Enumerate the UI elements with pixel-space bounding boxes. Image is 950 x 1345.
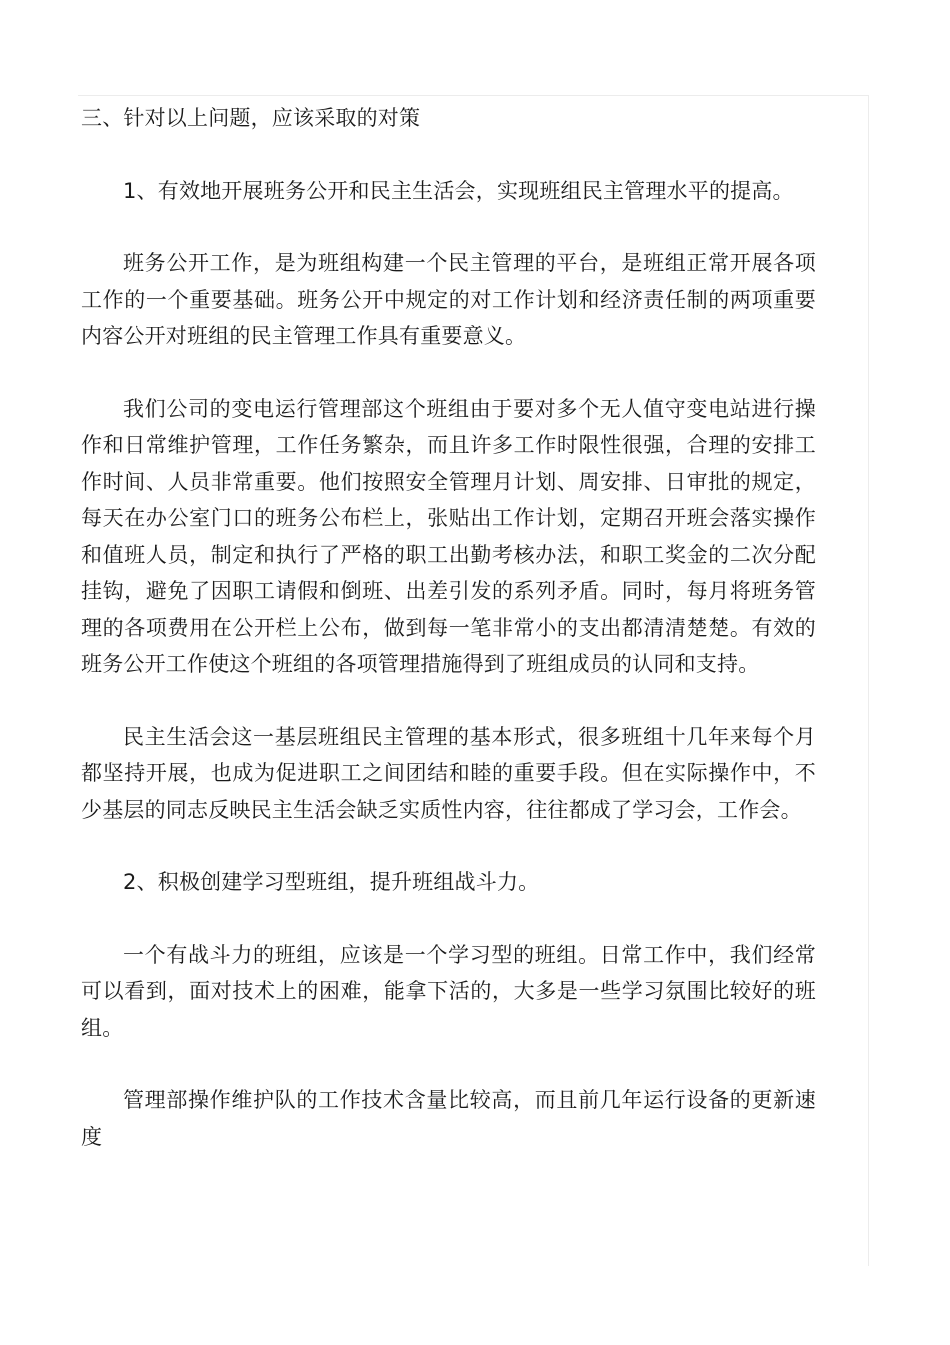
section-heading: 三、针对以上问题，应该采取的对策 — [81, 106, 421, 130]
paragraph-1: 班务公开工作，是为班组构建一个民主管理的平台，是班组正常开展各项工作的一个重要基础。班务公开中规定的对工作计划和经济责任制的两项重要内容公开对班组的民主管理工作具有重要意义。 — [81, 251, 816, 348]
subsection-heading-2: 2、积极创建学习型班组，提升班组战斗力。 — [123, 870, 540, 894]
paragraph-3: 民主生活会这一基层班组民主管理的基本形式，很多班组十几年来每个月都坚持开展，也成为促进职工之间团结和睦的重要手段。但在实际操作中，不少基层的同志反映民主生活会缺乏实质性内容，往往都成了学习会，工作会。 — [81, 724, 816, 822]
paragraph-2: 我们公司的变电运行管理部这个班组由于要对多个无人值守变电站进行操作和日常维护管理，工作任务繁杂，而且许多工作时限性很强，合理的安排工作时间、人员非常重要。他们按照安全管理月计划、周安排、日审批的规定，每天在办公室门口的班务公布栏上，张贴出工作计划，定期召开班会落实操作和值班人员，制定和执行了严格的职工出勤考核办法，和职工奖金的二次分配挂钩，避免了因职工请假和倒班、出差引发的系列矛盾。同时，每月将班务管理的各项费用在公开栏上公布，做到每一笔非常小的支出都清清楚楚。有效的班务公开工作使这个班组的各项管理措施得到了班组成员的认同和支持。 — [81, 396, 816, 676]
paragraph-5: 管理部操作维护队的工作技术含量比较高，而且前几年运行设备的更新速度 — [81, 1088, 816, 1149]
paragraph-4: 一个有战斗力的班组，应该是一个学习型的班组。日常工作中，我们经常可以看到，面对技术上的困难，能拿下活的，大多是一些学习氛围比较好的班组。 — [81, 942, 816, 1040]
subsection-heading-1: 1、有效地开展班务公开和民主生活会，实现班组民主管理水平的提高。 — [123, 178, 794, 203]
document-body — [81, 100, 816, 1191]
